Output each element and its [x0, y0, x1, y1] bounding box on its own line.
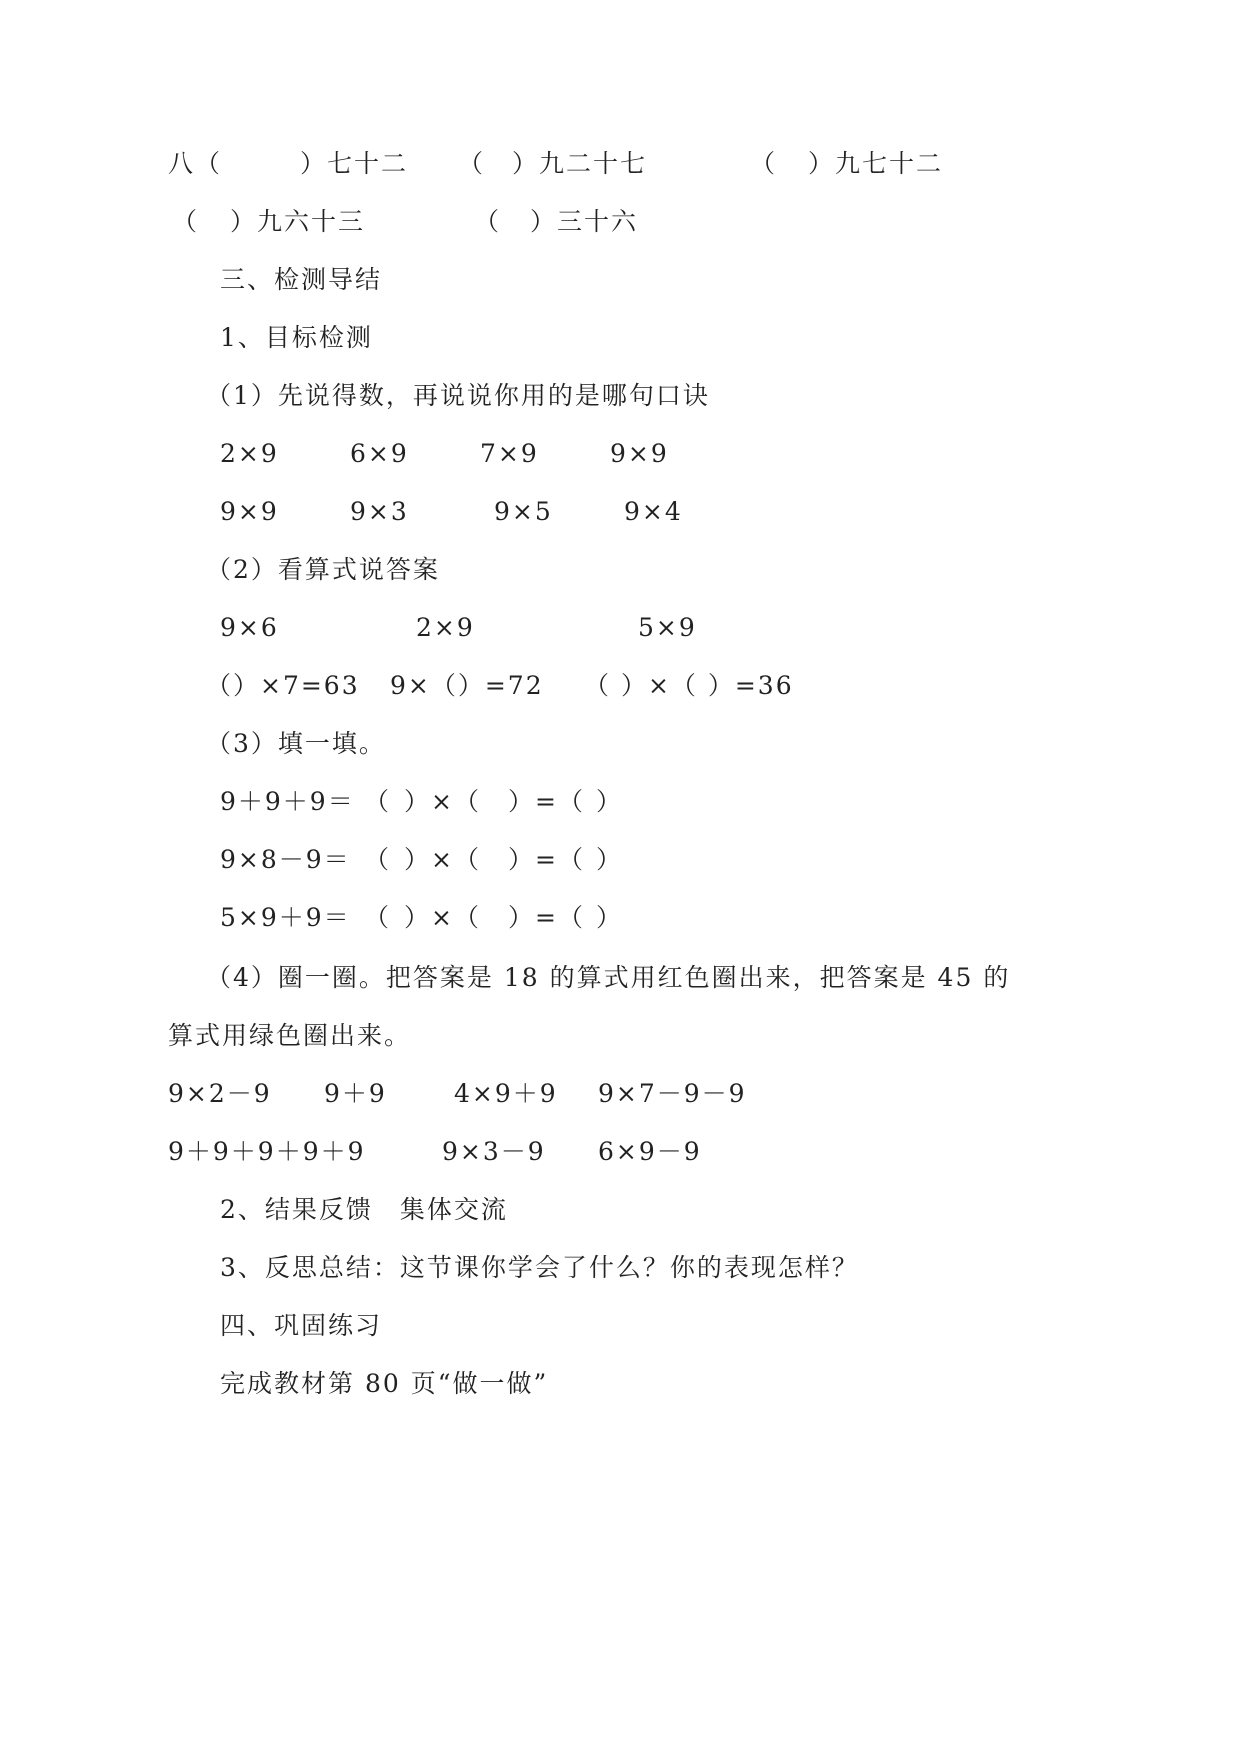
blank-paren: ）	[596, 845, 624, 874]
blank-paren: （	[364, 787, 392, 816]
expression-row	[0, 606, 1241, 650]
expression: 9×9	[610, 439, 669, 468]
line-chant-fill-2	[0, 200, 1241, 244]
heading-text: 1、目标检测	[220, 323, 373, 352]
question-text: 算式用绿色圈出来。	[168, 1021, 412, 1050]
question-3	[0, 722, 1241, 766]
blank-paren: ）=（	[508, 787, 585, 816]
text-segment: （	[172, 207, 200, 236]
expression: 9＋9	[324, 1079, 387, 1108]
question-4	[0, 956, 1241, 1000]
section-heading-4	[0, 1304, 1241, 1348]
question-4-continued	[0, 1014, 1241, 1058]
expression-row	[0, 1072, 1241, 1116]
expression: （）×7=63	[206, 671, 360, 700]
expression-row	[0, 490, 1241, 534]
blank-paren: ）×（	[404, 903, 481, 932]
expression: 9×4	[624, 497, 683, 526]
question-text: （3）填一填。	[206, 729, 386, 758]
section-heading-3	[0, 258, 1241, 302]
question-1	[0, 374, 1241, 418]
expression: 6×9－9	[598, 1137, 702, 1166]
text-segment: ）九六十三	[230, 207, 366, 236]
blank-paren: ）×（	[404, 787, 481, 816]
subheading-feedback	[0, 1188, 1241, 1232]
question-2	[0, 548, 1241, 592]
question-text: （2）看算式说答案	[206, 555, 440, 584]
fill-blank-row	[0, 780, 1241, 824]
expression: 9×9	[220, 497, 279, 526]
expression: 5×9	[638, 613, 697, 642]
heading-text: 三、检测导结	[220, 265, 383, 294]
blank-paren: （	[364, 903, 392, 932]
expression: 9×5	[494, 497, 553, 526]
heading-text: 四、巩固练习	[220, 1311, 383, 1340]
text-segment: 八（	[168, 149, 223, 178]
expression: 9×2－9	[168, 1079, 272, 1108]
text-segment: ）九七十二	[808, 149, 944, 178]
heading-text: 2、结果反馈 集体交流	[220, 1195, 508, 1224]
expression: 2×9	[416, 613, 475, 642]
expression: 6×9	[350, 439, 409, 468]
expression-row	[0, 1130, 1241, 1174]
text-segment: （	[474, 207, 502, 236]
line-chant-fill-1	[0, 142, 1241, 186]
blank-paren: ）=（	[508, 903, 585, 932]
expression: 9＋9＋9＝	[220, 787, 355, 816]
text-segment: ）九二十七	[512, 149, 648, 178]
paragraph-text: 完成教材第 80 页“做一做”	[220, 1369, 549, 1398]
expression: （ ）×（ ）=36	[584, 671, 794, 700]
text-segment: （	[458, 149, 486, 178]
expression: 2×9	[220, 439, 279, 468]
expression: 9×3－9	[442, 1137, 546, 1166]
exercise-instruction	[0, 1362, 1241, 1406]
question-text: （1）先说得数，再说说你用的是哪句口诀	[206, 381, 710, 410]
subheading-reflection	[0, 1246, 1241, 1290]
heading-text: 3、反思总结：这节课你学会了什么？你的表现怎样？	[220, 1253, 859, 1282]
question-text: （4）圈一圈。把答案是 18 的算式用红色圈出来，把答案是 45 的	[206, 963, 1011, 992]
expression: 9×6	[220, 613, 279, 642]
expression: 9×8－9＝	[220, 845, 351, 874]
expression-row	[0, 664, 1241, 708]
expression: 4×9＋9	[454, 1079, 558, 1108]
blank-paren: ）×（	[404, 845, 481, 874]
blank-paren: ）	[596, 903, 624, 932]
expression: 9×（）=72	[390, 671, 544, 700]
fill-blank-row	[0, 896, 1241, 940]
expression: 5×9＋9＝	[220, 903, 351, 932]
text-segment: ）七十二	[300, 149, 409, 178]
blank-paren: ）=（	[508, 845, 585, 874]
expression: 7×9	[480, 439, 539, 468]
expression: 9＋9＋9＋9＋9	[168, 1137, 366, 1166]
expression-row	[0, 432, 1241, 476]
text-segment: ）三十六	[530, 207, 639, 236]
subheading-target-check	[0, 316, 1241, 360]
expression: 9×7－9－9	[598, 1079, 747, 1108]
fill-blank-row	[0, 838, 1241, 882]
blank-paren: ）	[596, 787, 624, 816]
expression: 9×3	[350, 497, 409, 526]
text-segment: （	[750, 149, 778, 178]
blank-paren: （	[364, 845, 392, 874]
